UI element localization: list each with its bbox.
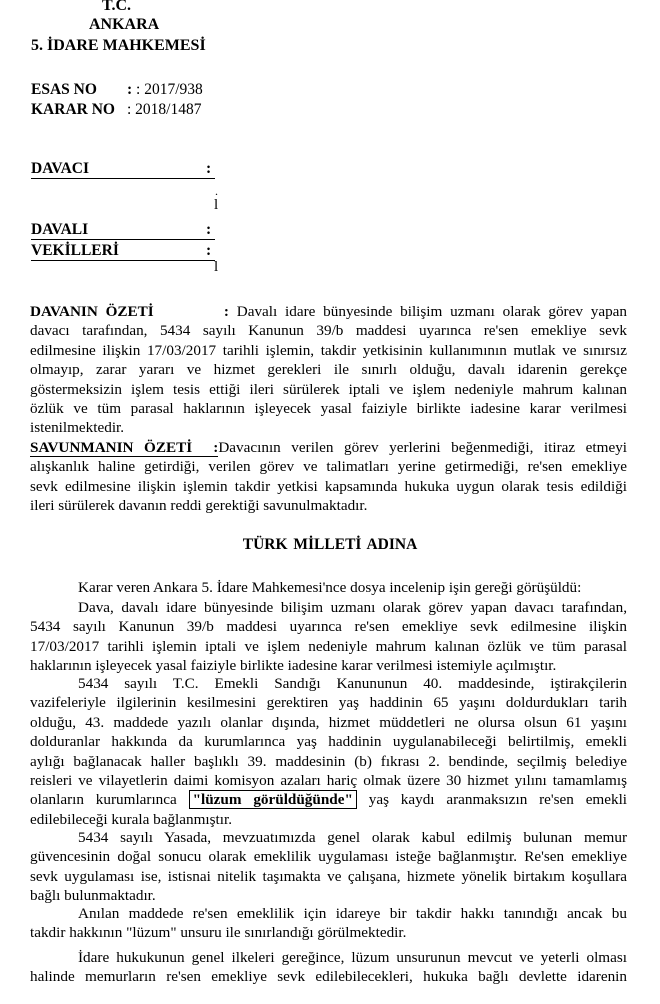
davanin-ozeti-line-7: istenilmektedir.	[30, 419, 125, 437]
body-p5-line-2: takdir hakkının "lüzum" unsuru ile sınırlandığı görülmektedir.	[30, 924, 407, 942]
davaci-colon: :	[206, 160, 212, 177]
body-p3-line-6: reisleri ve vilayetlerin daimi komisyon azaları hariç olmak üzere 30 hizmet yılını tamamlamış	[30, 772, 627, 790]
body-p4-line-4: bağlı bulunmaktadır.	[30, 887, 156, 905]
header-tc: T.C.	[102, 0, 132, 14]
savunmanin-ozeti-line-2: alışkanlık haline getirdiği, verilen görev ve talimatları yerine getirmediği, re'sen emekliye	[30, 458, 627, 476]
savunmanin-ozeti-paragraph	[30, 438, 627, 516]
body-p4-line-1: 5434 sayılı Yasada, mevzuatımızda genel olarak kabul edilmiş bulunan memur	[78, 829, 627, 846]
decision-title: TÜRK MİLLETİ ADINA	[242, 536, 418, 553]
davanin-ozeti-line-6: özlük ve tüm parasal haklarının işleyecek yasal faiziyle birlikte iadesine karar verilmesi	[30, 400, 627, 418]
body-paragraph-3	[30, 674, 627, 829]
header-city: ANKARA	[89, 16, 160, 33]
savunmanin-ozeti-line-1: SAVUNMANIN ÖZETİ :Davacının verilen görev yerlerini beğenmediği, itiraz etmeyi	[30, 439, 628, 456]
davanin-ozeti-label: DAVANIN ÖZETİ	[30, 303, 154, 320]
body-p2-line-1: Dava, davalı idare bünyesinde bilişim uzmanı olarak görev yapan davacı tarafından,	[78, 599, 627, 616]
vekilleri-colon: :	[206, 242, 212, 259]
davanin-ozeti-line-3: edilmesine ilişkin 17/03/2017 tarihli işlemin, takdir yetkisinin kullanımının mutlak ve sınırsız	[30, 341, 627, 359]
body-p3-line-7: olanların kurumlarınca "lüzum görüldüğünde" yaş kaydı aranmaksızın re'sen emekli	[30, 791, 628, 809]
karar-value: : 2018/1487	[127, 101, 202, 118]
body-paragraph-4	[30, 828, 627, 906]
body-p3-line-8: edilebileceği kurala bağlanmıştır.	[30, 810, 233, 828]
body-p3-line-4: dolduranlar hakkında da kurumlarınca yaş haddinin uygulanabileceği belirtilmiş, emekli	[30, 733, 627, 751]
vekilleri-label: VEKİLLERİ	[31, 242, 215, 261]
body-p3-line-3: olduğu, 43. maddede yazılı olanlar dışında, hizmet müddetleri ne olursa olsun 61 yaşını	[30, 713, 627, 731]
body-p5-line-1: Anılan maddede re'sen emeklilik için idareye bir takdir hakkı tanındığı ancak bu	[78, 905, 627, 922]
body-paragraph-1	[30, 578, 627, 597]
davaci-label: DAVACI	[31, 160, 215, 179]
body-paragraph-2	[30, 598, 627, 676]
body-p6-line-2: halinde memurların re'sen emekliye sevk edilebilecekleri, hukuka bağlı devlette idarenin	[30, 968, 627, 986]
body-p3-line-1: 5434 sayılı T.C. Emekli Sandığı Kanununun 40. maddesinde, iştirakçilerin	[78, 675, 627, 692]
karar-label: KARAR NO	[31, 101, 115, 118]
davanin-ozeti-line-4: olmayıp, zarar yararı ve hizmet gerekleri ile sınırlı olduğu, davalı idarenin gerekçe	[30, 361, 627, 379]
davanin-ozeti-paragraph	[30, 302, 627, 438]
davanin-ozeti-line-2: davacı tarafından, 5434 sayılı Kanunun 39/b maddesi uyarınca re'sen emekliye sevk	[30, 322, 627, 340]
davanin-ozeti-line-1: DAVANIN ÖZETİ : Davalı idare bünyesinde bilişim uzmanı olarak görev yapan	[30, 303, 627, 320]
vekilleri-marker: l	[214, 259, 219, 275]
savunmanin-ozeti-line-3: sevk edilmesine ilişkin işlemin takdir yetkisi kapsamında hukuka uygun olarak tesis edildiği	[30, 477, 627, 495]
davaci-marker: .	[215, 184, 218, 198]
esas-number: : 2017/938	[136, 81, 203, 98]
body-p2-line-2: 5434 sayılı Kanunun 39/b maddesi uyarınca re'sen emekliye sevk edilmesine ilişkin	[30, 618, 627, 636]
body-p4-line-3: sevk uygulaması ise, istisnai nitelik taşımakta ve çalışana, hizmete yönelik birtakım koşullara	[30, 867, 627, 885]
body-p3-line-2: vazifeleriyle ilgilerinin kesilmesini gerektiren yaş haddinin 65 yaşını doldurdukları tarih	[30, 694, 627, 712]
savunmanin-ozeti-line-4: ileri sürülerek davanın reddi gerektiği savunulmaktadır.	[30, 497, 368, 515]
savunmanin-ozeti-label: SAVUNMANIN ÖZETİ :	[30, 439, 219, 456]
body-p2-line-3: 17/03/2017 tarihli işlemin iptali ve işlem nedeniyle mahrum kalınan özlük ve tüm parasal	[30, 637, 627, 655]
davaci-marker-2: l	[214, 197, 219, 213]
body-p1-line-1: Karar veren Ankara 5. İdare Mahkemesi'nce dosya incelenip işin gereği görüşüldü:	[78, 579, 582, 596]
body-p4-line-2: güvencesinin doğal sonucu olarak emeklilik uygulaması isteğe bağlanmıştır. Re'sen emekliye	[30, 848, 627, 866]
header-court: 5. İDARE MAHKEMESİ	[31, 37, 206, 54]
davali-label: DAVALI	[31, 221, 215, 240]
body-p6-line-1: İdare hukukunun genel ilkeleri gereğince, lüzum unsurunun mevcut ve yeterli olması	[78, 949, 627, 966]
esas-label: ESAS NO	[31, 81, 97, 98]
davali-colon: :	[206, 221, 212, 238]
body-p3-line-5: aylığı bağlanacak haller başlıklı 39. maddesinin (b) fıkrası 2. bendinde, seçilmiş belediye	[30, 752, 627, 770]
davanin-ozeti-line-5: göstermeksizin işlem tesis ettiği ileri sürülerek iptali ve işlem nedeniyle mahrum kalınan	[30, 380, 627, 398]
esas-value: : : 2017/938	[127, 81, 203, 98]
body-paragraph-5	[30, 904, 627, 943]
luzum-highlight: "lüzum görüldüğünde"	[189, 790, 357, 809]
body-p2-line-4: haklarının işleyecek yasal faiziyle birlikte iadesine karar verilmesi istemiyle açılmıştır.	[30, 657, 557, 675]
body-paragraph-6	[30, 948, 627, 987]
